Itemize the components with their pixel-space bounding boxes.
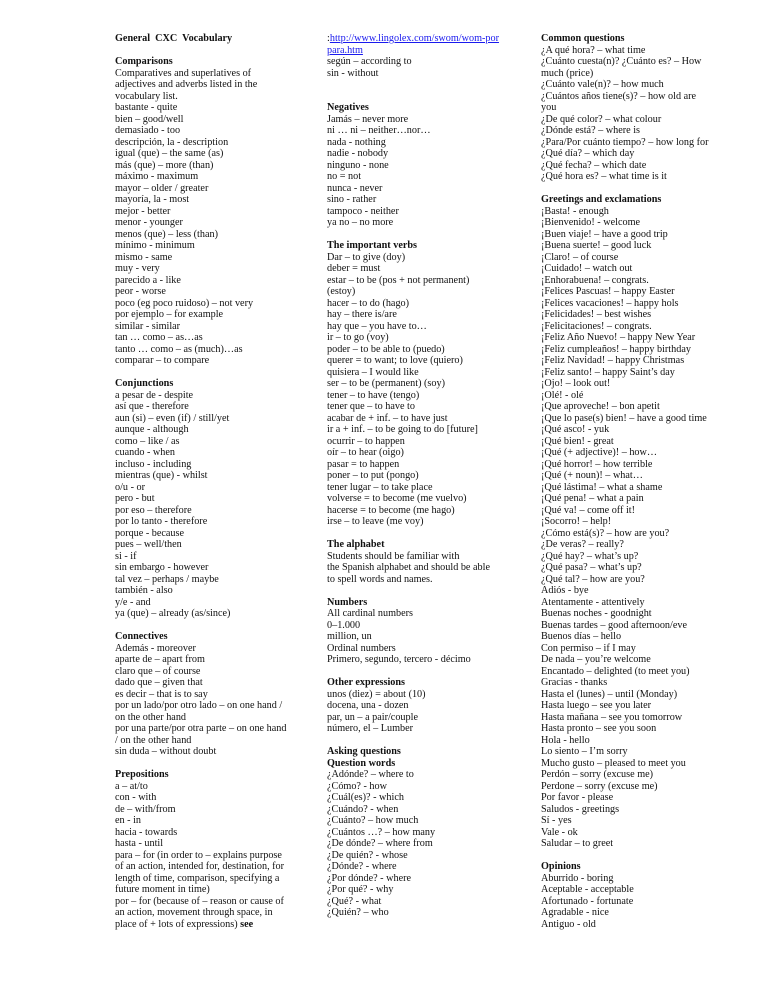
list-item: es decir – that is to say — [115, 688, 208, 700]
common-questions-list — [541, 45, 751, 183]
list-item: sino - rather — [327, 194, 377, 205]
reference-link-line — [327, 33, 522, 45]
numbers-list — [327, 608, 522, 666]
list-item: tanto … como – as (much)…as — [115, 343, 243, 355]
list-item: ni … ni – neither…nor… — [327, 125, 431, 136]
list-item: a – at/to — [115, 780, 148, 792]
list-item: a pesar de - despite — [115, 389, 194, 401]
section-heading-prepositions: Prepositions — [115, 769, 169, 780]
list-item: Ordinal numbers — [327, 642, 396, 654]
list-item: bien – good/well — [115, 113, 184, 125]
alphabet-text — [327, 551, 522, 586]
prepositions-last-text: place of + lots of expressions) — [115, 918, 241, 930]
list-item: Agradable - nice — [541, 907, 609, 918]
list-item: máximo - maximum — [115, 171, 199, 182]
list-item: ¿Qué? - what — [327, 895, 382, 907]
list-item: mínimo - minimum — [115, 240, 195, 251]
list-item: Encantado – delighted (to meet you) — [541, 665, 690, 677]
list-item: ¡Qué horror! – how terrible — [541, 458, 653, 470]
list-item: future moment in time) — [115, 884, 210, 895]
list-item: tan … como – as…as — [115, 332, 203, 343]
list-item: Atentamente - attentively — [541, 596, 645, 608]
list-item: docena, una - dozen — [327, 700, 409, 711]
list-item: sin embargo - however — [115, 562, 209, 573]
list-item: Adiós - bye — [541, 585, 589, 596]
greetings-list — [541, 206, 751, 850]
list-item: ¿De dónde? – where from — [327, 838, 433, 849]
list-item: deber = must — [327, 263, 381, 274]
list-item: mayoría, la - most — [115, 194, 190, 205]
comparisons-intro — [115, 68, 310, 103]
subheading-question-words: Question words — [327, 757, 396, 769]
prepositions-last-line — [115, 919, 310, 931]
list-item: ¿Cuándo? - when — [327, 803, 399, 815]
list-item: Buenas noches - goodnight — [541, 608, 652, 619]
list-item: claro que – of course — [115, 665, 201, 677]
verbs-list — [327, 252, 522, 528]
list-item: dado que – given that — [115, 677, 203, 688]
list-item: tener lugar – to take place — [327, 481, 433, 493]
list-item: ser – to be (permanent) (soy) — [327, 378, 445, 389]
list-item: comparar – to compare — [115, 355, 210, 366]
list-item: ¿Para/Por cuánto tiempo? – how long for — [541, 136, 709, 148]
list-item: All cardinal numbers — [327, 608, 414, 619]
list-item: hacerse = to become (me hago) — [327, 504, 455, 516]
list-item: número, el – Lumber — [327, 723, 414, 734]
list-item: ¡Qué (+ noun)! – what… — [541, 470, 643, 481]
list-item: 0–1.000 — [327, 619, 361, 631]
list-item: descripción, la - description — [115, 136, 229, 148]
list-item: ¿Cuántos años tiene(s)? – how old are — [541, 90, 697, 102]
list-item: porque - because — [115, 527, 185, 539]
list-item: pues – well/then — [115, 539, 182, 550]
prepositions-continued-list — [327, 56, 522, 79]
list-item: ¿Qué fecha? – which date — [541, 159, 647, 171]
list-item: ¡Basta! - enough — [541, 205, 609, 217]
list-item: por ejemplo – for example — [115, 309, 224, 320]
list-item: en - in — [115, 815, 142, 826]
list-item: vocabulary list. — [115, 90, 178, 102]
section-heading-numbers: Numbers — [327, 596, 368, 608]
list-item: length of time, comparison, specifying a — [115, 872, 280, 884]
list-item: ¡Felicidades! – best wishes — [541, 309, 652, 320]
opinions-list — [541, 873, 751, 931]
list-item: hay que – you have to… — [327, 320, 427, 332]
section-heading-opinions: Opinions — [541, 861, 581, 872]
list-item: ¡Felices Pascuas! – happy Easter — [541, 286, 675, 297]
list-item: ¡Qué asco! - yuk — [541, 424, 610, 435]
list-item: ¿De veras? – really? — [541, 539, 624, 550]
list-item: bastante - quite — [115, 102, 178, 113]
list-item: ¡Cuidado! – watch out — [541, 263, 633, 274]
list-item: peor - worse — [115, 286, 166, 297]
section-heading-conjunctions: Conjunctions — [115, 378, 174, 389]
list-item: on the other hand — [115, 711, 187, 723]
list-item: Afortunado - fortunate — [541, 895, 634, 907]
list-item: ¡Que lo pase(s) bien! – have a good time — [541, 412, 707, 424]
list-item: Con permiso – if I may — [541, 642, 636, 654]
column-1 — [115, 33, 310, 930]
list-item: Hasta pronto – see you soon — [541, 723, 657, 734]
list-item: sin duda – without doubt — [115, 746, 217, 757]
list-item: ¿Qué día? – which day — [541, 148, 635, 159]
list-item: Perdón – sorry (excuse me) — [541, 769, 654, 780]
list-item: mientras (que) - whilst — [115, 470, 208, 481]
list-item: the Spanish alphabet and should be able — [327, 562, 490, 573]
list-item: así que - therefore — [115, 401, 189, 412]
list-item: unos (diez) = about (10) — [327, 688, 426, 700]
list-item: por – for (because of – reason or cause of — [115, 895, 284, 907]
list-item: si - if — [115, 550, 137, 562]
list-item: aun (si) – even (if) / still/yet — [115, 412, 230, 424]
list-item: de – with/from — [115, 803, 176, 815]
list-item: según – according to — [327, 56, 412, 67]
list-item: hacia - towards — [115, 826, 178, 838]
column-3 — [541, 33, 751, 930]
list-item: ¿Qué tal? – how are you? — [541, 573, 645, 585]
section-heading-negatives: Negatives — [327, 102, 369, 113]
section-heading-comparisons: Comparisons — [115, 56, 173, 67]
list-item: ¡Qué va! – come off it! — [541, 504, 636, 516]
list-item: mismo - same — [115, 251, 173, 263]
list-item: ninguno - none — [327, 159, 389, 171]
section-heading-connectives: Connectives — [115, 631, 168, 642]
list-item: ¿Quién? – who — [327, 907, 389, 918]
list-item: you — [541, 102, 557, 113]
list-item: ¿Adónde? – where to — [327, 769, 414, 780]
list-item: querer = to want; to love (quiero) — [327, 355, 463, 366]
list-item: Saludar – to greet — [541, 838, 614, 849]
list-item: Gracias - thanks — [541, 677, 608, 688]
question-words-list — [327, 769, 522, 919]
list-item: oír – to hear (oigo) — [327, 447, 404, 458]
list-item: ir a + inf. – to be going to do [future] — [327, 424, 478, 435]
list-item: ¡Feliz Navidad! – happy Christmas — [541, 355, 685, 366]
list-item: con - with — [115, 792, 157, 803]
list-item: Students should be familiar with — [327, 550, 460, 562]
list-item: Mucho gusto – pleased to meet you — [541, 757, 686, 769]
list-item: to spell words and names. — [327, 573, 433, 585]
list-item: of an action, intended for, destination, for — [115, 861, 285, 872]
list-item: Hasta el (lunes) – until (Monday) — [541, 688, 678, 700]
list-item: nada - nothing — [327, 136, 386, 148]
list-item: tener – to have (tengo) — [327, 389, 420, 401]
list-item: por un lado/por otro lado – on one hand / — [115, 700, 283, 711]
list-item: ¿Por dónde? - where — [327, 872, 412, 884]
list-item: Jamás – never more — [327, 113, 409, 125]
list-item: ¿Dónde está? – where is — [541, 125, 641, 136]
list-item: aunque - although — [115, 424, 189, 435]
list-item: ¡Claro! – of course — [541, 251, 619, 263]
list-item: ¿Cuánto cuesta(n)? ¿Cuánto es? – How — [541, 56, 702, 67]
section-heading-common-questions: Common questions — [541, 33, 625, 44]
list-item: ya (que) – already (as/since) — [115, 608, 231, 619]
list-item: million, un — [327, 631, 372, 642]
list-item: ¡Felicitaciones! – congrats. — [541, 320, 652, 332]
list-item: Dar – to give (doy) — [327, 251, 406, 263]
list-item: ¡Felices vacaciones! – happy hols — [541, 297, 679, 309]
list-item: poder – to be able to (puedo) — [327, 343, 445, 355]
list-item: ¡Buena suerte! – good luck — [541, 240, 652, 251]
list-item: Hasta mañana – see you tomorrow — [541, 711, 683, 723]
list-item: ¡Enhorabuena! – congrats. — [541, 274, 649, 286]
document-title: General CXC Vocabulary — [115, 33, 233, 44]
list-item: ¡Feliz cumpleaños! – happy birthday — [541, 343, 691, 355]
list-item: Primero, segundo, tercero - décimo — [327, 654, 471, 665]
list-item: ¿Cuál(es)? - which — [327, 792, 404, 803]
list-item: Aburrido - boring — [541, 872, 614, 884]
list-item: (estoy) — [327, 286, 356, 297]
list-item: cuando - when — [115, 447, 175, 458]
link-prefix: : — [327, 33, 330, 44]
list-item: Hola - hello — [541, 734, 590, 746]
list-item: más (que) – more (than) — [115, 159, 214, 171]
list-item: estar – to be (pos + not permanent) — [327, 274, 470, 286]
list-item: ¿Por qué? - why — [327, 884, 394, 895]
list-item: hay – there is/are — [327, 309, 397, 320]
list-item: Comparatives and superlatives of — [115, 67, 252, 79]
list-item: tener que – to have to — [327, 401, 415, 412]
list-item: ¡Feliz santo! – happy Saint’s day — [541, 366, 675, 378]
list-item: ¿Qué hora es? – what time is it — [541, 171, 667, 182]
list-item: similar - similar — [115, 320, 181, 332]
list-item: ocurrir – to happen — [327, 435, 405, 447]
list-item: Saludos - greetings — [541, 803, 620, 815]
list-item: ¡Ojo! – look out! — [541, 378, 611, 389]
list-item: demasiado - too — [115, 125, 181, 136]
list-item: ir – to go (voy) — [327, 332, 389, 343]
list-item: y/e - and — [115, 596, 151, 608]
list-item: ¡Qué bien! - great — [541, 435, 614, 447]
list-item: ¿Qué pasa? – what’s up? — [541, 562, 642, 573]
list-item: adjectives and adverbs listed in the — [115, 79, 258, 90]
list-item: ¡Bienvenido! - welcome — [541, 217, 641, 228]
conjunctions-list — [115, 390, 310, 620]
list-item: incluso - including — [115, 458, 192, 470]
list-item: acabar de + inf. – to have just — [327, 412, 448, 424]
list-item: ¿Cómo? - how — [327, 780, 387, 792]
list-item: igual (que) – the same (as) — [115, 148, 224, 159]
list-item: ¿Cómo está(s)? – how are you? — [541, 527, 670, 539]
list-item: por lo tanto - therefore — [115, 516, 208, 527]
reference-link-continued[interactable]: para.htm — [327, 44, 363, 56]
list-item: ¿Qué hay? – what’s up? — [541, 550, 639, 562]
list-item: parecido a - like — [115, 274, 181, 286]
list-item: mejor - better — [115, 205, 171, 217]
list-item: nadie - nobody — [327, 148, 389, 159]
list-item: tal vez – perhaps / maybe — [115, 573, 219, 585]
list-item: Buenas tardes – good afternoon/eve — [541, 619, 687, 631]
list-item: quisiera – I would like — [327, 366, 419, 378]
list-item: muy - very — [115, 263, 160, 274]
list-item: ¿Cuántos …? – how many — [327, 826, 436, 838]
list-item: por eso – therefore — [115, 504, 192, 516]
list-item: irse – to leave (me voy) — [327, 516, 424, 527]
list-item: ¡Olé! - olé — [541, 389, 584, 401]
list-item: ¿Cuánto? – how much — [327, 815, 419, 826]
list-item: menor - younger — [115, 217, 183, 228]
list-item: Por favor - please — [541, 792, 614, 803]
list-item: ya no – no more — [327, 217, 394, 228]
list-item: poco (eg poco ruidoso) – not very — [115, 297, 254, 309]
section-heading-alphabet: The alphabet — [327, 539, 385, 550]
list-item: ¡Socorro! – help! — [541, 516, 612, 527]
list-item: pasar = to happen — [327, 458, 400, 470]
list-item: menos (que) – less (than) — [115, 228, 218, 240]
list-item: Aceptable - acceptable — [541, 884, 634, 895]
list-item: no = not — [327, 171, 362, 182]
list-item: ¡Qué lástima! – what a shame — [541, 481, 663, 493]
list-item: Lo siento – I’m sorry — [541, 746, 628, 757]
list-item: par, un – a pair/couple — [327, 711, 418, 723]
list-item: ¿Dónde? - where — [327, 861, 397, 872]
other-expressions-list — [327, 689, 522, 735]
list-item: / on the other hand — [115, 734, 192, 746]
list-item: poner – to put (pongo) — [327, 470, 419, 481]
list-item: Perdone – sorry (excuse me) — [541, 780, 658, 792]
list-item: nunca - never — [327, 182, 383, 194]
list-item: ¡Qué pena! – what a pain — [541, 493, 644, 504]
see-label: see — [240, 918, 254, 930]
list-item: ¿De qué color? – what colour — [541, 113, 662, 125]
list-item: también - also — [115, 585, 173, 596]
column-2 — [327, 33, 522, 919]
list-item: Sí - yes — [541, 815, 572, 826]
list-item: por una parte/por otra parte – on one hand — [115, 723, 287, 734]
section-heading-verbs: The important verbs — [327, 240, 417, 251]
list-item: ¿A qué hora? – what time — [541, 44, 646, 56]
list-item: De nada – you’re welcome — [541, 654, 651, 665]
list-item: para – for (in order to – explains purpose — [115, 849, 282, 861]
list-item: ¡Que aproveche! – bon apetit — [541, 401, 660, 412]
list-item: an action, movement through space, in — [115, 907, 273, 918]
list-item: pero - but — [115, 493, 155, 504]
connectives-list — [115, 643, 310, 758]
list-item: o/u - or — [115, 481, 145, 493]
list-item: Vale - ok — [541, 826, 578, 838]
list-item: Hasta luego – see you later — [541, 700, 652, 711]
negatives-list — [327, 114, 522, 229]
list-item: volverse = to become (me vuelvo) — [327, 493, 467, 504]
reference-link[interactable]: http://www.lingolex.com/swom/wom-por — [329, 33, 499, 44]
list-item: much (price) — [541, 67, 594, 79]
list-item: hacer – to do (hago) — [327, 297, 410, 309]
list-item: hasta - until — [115, 838, 164, 849]
section-heading-other-expressions: Other expressions — [327, 677, 406, 688]
list-item: aparte de – apart from — [115, 654, 205, 665]
section-heading-asking-questions: Asking questions — [327, 746, 401, 757]
list-item: sin - without — [327, 67, 379, 79]
list-item: Buenos días – hello — [541, 631, 622, 642]
list-item: Además - moreover — [115, 642, 196, 654]
list-item: tampoco - neither — [327, 205, 399, 217]
list-item: ¡Buen viaje! – have a good trip — [541, 228, 668, 240]
list-item: Antiguo - old — [541, 918, 596, 930]
list-item: ¡Qué (+ adjective)! – how… — [541, 447, 658, 458]
list-item: como – like / as — [115, 435, 180, 447]
prepositions-list — [115, 781, 310, 919]
list-item: ¡Feliz Año Nuevo! – happy New Year — [541, 332, 696, 343]
comparisons-list — [115, 102, 310, 367]
list-item: ¿Cuánto vale(n)? – how much — [541, 79, 664, 90]
list-item: mayor – older / greater — [115, 182, 209, 194]
list-item: ¿De quién? - whose — [327, 849, 408, 861]
section-heading-greetings: Greetings and exclamations — [541, 194, 662, 205]
